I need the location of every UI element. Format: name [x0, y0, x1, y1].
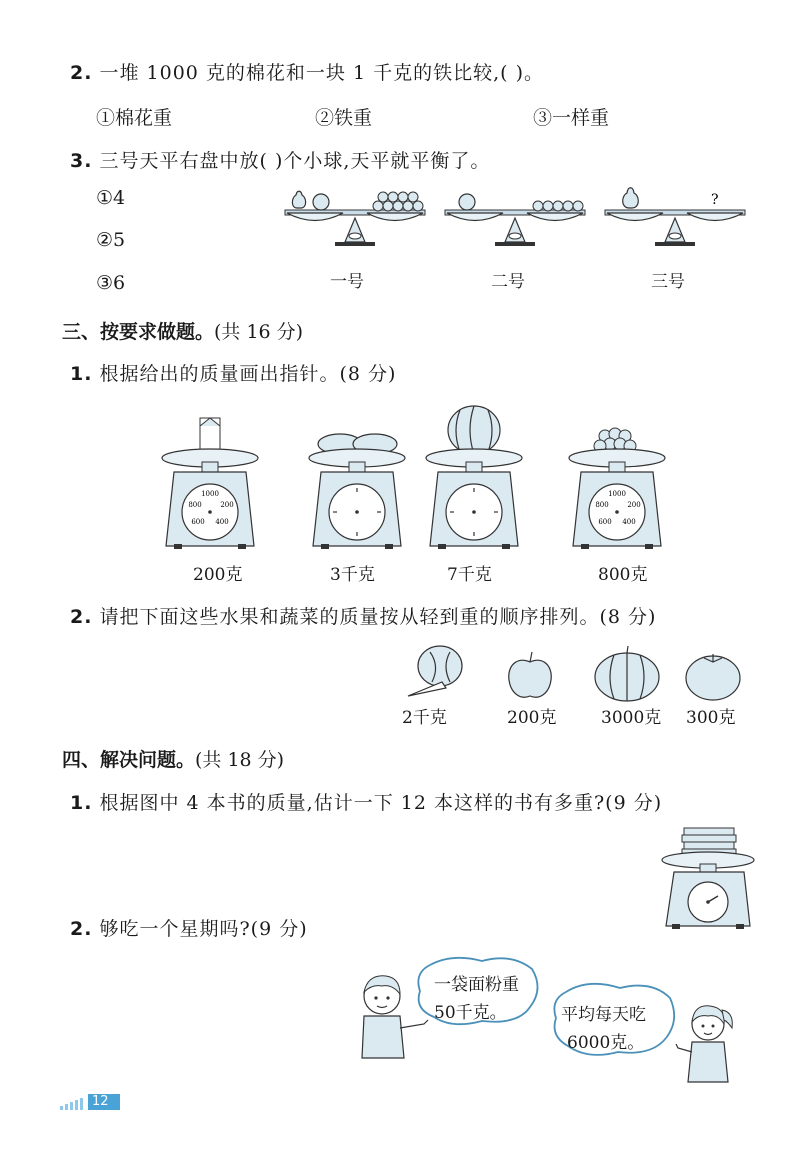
scale-with-milk-illustration	[160, 416, 260, 551]
scale-with-eggplants-illustration	[305, 416, 410, 551]
option-c: ③6	[96, 272, 126, 294]
dial-label: 200	[627, 501, 641, 509]
scale-with-watermelon-illustration	[422, 404, 527, 551]
option-b: ②5	[96, 229, 126, 251]
dial-label: 1000	[608, 490, 626, 498]
question-number: 2.	[70, 62, 93, 84]
option-c: ③一样重	[533, 107, 610, 129]
question-text: 三号天平右盘中放( )个小球,天平就平衡了。	[99, 150, 491, 172]
cabbage-radish-icon	[402, 642, 472, 702]
section4-question-1	[70, 788, 662, 815]
section4-question-2	[70, 914, 308, 941]
section-title: 三、按要求做题。	[62, 321, 215, 343]
balance-one-label: 一号	[330, 272, 364, 292]
question-number: 3.	[70, 150, 93, 172]
question-2	[70, 58, 544, 85]
question-text: 一堆 1000 克的棉花和一块 1 千克的铁比较,( )。	[99, 62, 545, 84]
scale-1-weight: 200克	[193, 565, 243, 585]
page-number: 12	[92, 1094, 109, 1109]
section-points: (共 16 分)	[214, 321, 304, 343]
balance-two-label: 二号	[491, 272, 525, 292]
dial-label: 600	[191, 518, 205, 526]
section-title: 四、解决问题。	[62, 749, 196, 771]
question-number: 2.	[70, 918, 93, 940]
balance-two-illustration	[445, 180, 585, 260]
question-mark: ?	[711, 192, 719, 208]
girl-bubble-line-1: 平均每天吃	[561, 1005, 646, 1025]
dial-label: 400	[215, 518, 229, 526]
boy-bubble-line-1: 一袋面粉重	[434, 975, 519, 995]
option-a: ①4	[96, 187, 126, 209]
produce-2-weight: 200克	[507, 708, 557, 728]
section3-question-1	[70, 359, 396, 386]
girl-bubble-line-2: 6000克。	[567, 1033, 645, 1053]
scale-2-weight: 3千克	[330, 565, 375, 585]
dial-label: 200	[220, 501, 234, 509]
tomato-icon	[684, 650, 742, 702]
scale-4-weight: 800克	[598, 565, 648, 585]
scale-with-books-illustration	[660, 824, 760, 930]
question-text: 根据给出的质量画出指针。(8 分)	[99, 363, 397, 385]
dial-label: 600	[598, 518, 612, 526]
option-b: ②铁重	[315, 107, 373, 129]
question-number: 1.	[70, 363, 93, 385]
balance-three-label: 三号	[651, 272, 685, 292]
scale-with-grapes-illustration	[565, 416, 670, 551]
question-3	[70, 146, 490, 173]
question-text: 够吃一个星期吗?(9 分)	[99, 918, 308, 940]
question-text: 根据图中 4 本书的质量,估计一下 12 本这样的书有多重?(9 分)	[99, 792, 663, 814]
produce-1-weight: 2千克	[402, 708, 447, 728]
pumpkin-icon	[592, 645, 662, 703]
section-points: (共 18 分)	[195, 749, 285, 771]
question-number: 2.	[70, 606, 93, 628]
section3-question-2	[70, 602, 656, 629]
dial-label: 800	[188, 501, 202, 509]
question-text: 请把下面这些水果和蔬菜的质量按从轻到重的顺序排列。(8 分)	[99, 606, 657, 628]
section-four-heading	[62, 745, 284, 772]
dial-label: 400	[622, 518, 636, 526]
girl-illustration	[672, 1000, 742, 1085]
produce-3-weight: 3000克	[601, 708, 662, 728]
produce-4-weight: 300克	[686, 708, 736, 728]
section-three-heading	[62, 317, 303, 344]
scale-3-weight: 7千克	[447, 565, 492, 585]
boy-bubble-line-2: 50千克。	[434, 1003, 507, 1023]
apple-icon	[505, 650, 555, 702]
dial-label: 1000	[201, 490, 219, 498]
balance-three-illustration	[605, 180, 745, 260]
balance-one-illustration	[285, 180, 425, 260]
dial-label: 800	[595, 501, 609, 509]
option-a: ①棉花重	[96, 107, 173, 129]
question-number: 1.	[70, 792, 93, 814]
